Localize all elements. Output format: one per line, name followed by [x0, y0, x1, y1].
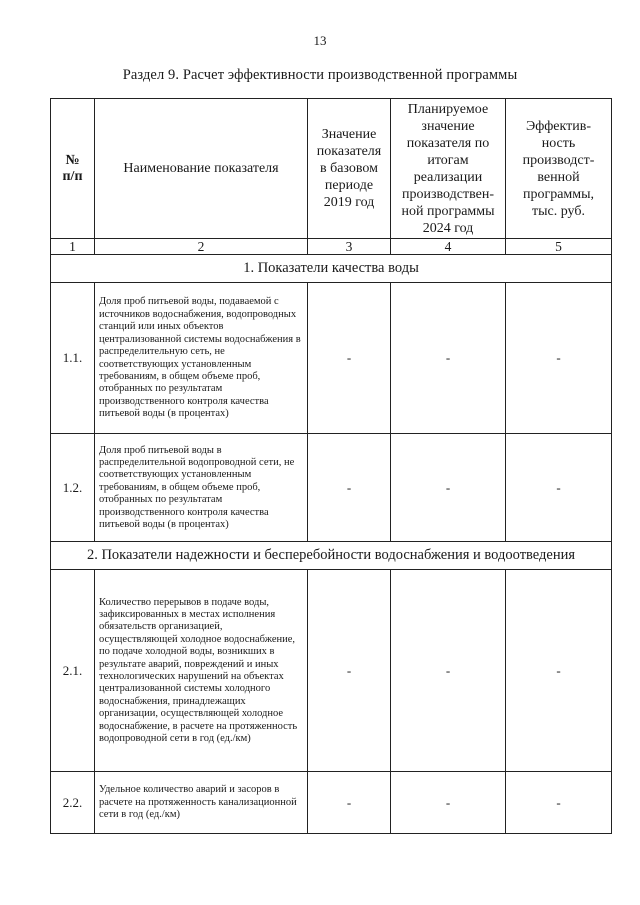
- column-number: 2: [95, 239, 308, 255]
- row-number: 2.2.: [51, 772, 95, 834]
- row-efficiency-value: -: [506, 283, 612, 434]
- row-planned-value: -: [391, 434, 506, 542]
- row-planned-value: -: [391, 283, 506, 434]
- table-row: [51, 283, 612, 434]
- header-row: [51, 99, 612, 239]
- header-indicator-name: Наименование показателя: [95, 99, 308, 239]
- row-base-value: -: [308, 283, 391, 434]
- section-header-row: [51, 255, 612, 283]
- row-efficiency-value: -: [506, 434, 612, 542]
- efficiency-table: [50, 98, 612, 834]
- table-row: [51, 570, 612, 772]
- header-base-value: Значение показателя в базовом периоде 2019 год: [308, 99, 391, 239]
- row-base-value: -: [308, 570, 391, 772]
- row-efficiency-value: -: [506, 772, 612, 834]
- section-heading: 1. Показатели качества воды: [51, 255, 612, 283]
- column-number-row: [51, 239, 612, 255]
- column-number: 4: [391, 239, 506, 255]
- section-header-row: [51, 542, 612, 570]
- row-planned-value: -: [391, 772, 506, 834]
- row-indicator-name: Количество перерывов в подаче воды, зафиксированных в местах исполнения обязательств организацией, осуществляющей холодное водоснабжение, по подаче холодной воды, возникших в результате аварий, повреждений и иных технологических нарушений на объектах централизованной системы холодного водоснабжения, принадлежащих организации, осуществляющей холодное водоснабжение, в расчете на протяженность водопроводной сети в год (ед./км): [95, 570, 308, 772]
- row-base-value: -: [308, 434, 391, 542]
- section-heading: 2. Показатели надежности и бесперебойности водоснабжения и водоотведения: [51, 542, 612, 570]
- page-number: 13: [313, 33, 327, 48]
- row-indicator-name: Удельное количество аварий и засоров в расчете на протяженность канализационной сети в год (ед./км): [95, 772, 308, 834]
- section-title: Раздел 9. Расчет эффективности производственной программы: [122, 67, 518, 83]
- header-number: № п/п: [51, 99, 95, 239]
- row-indicator-name: Доля проб питьевой воды в распределительной водопроводной сети, не соответствующих установленным требованиям, в общем объеме проб, отобранных по результатам производственного контроля качества питьевой воды (в процентах): [95, 434, 308, 542]
- row-number: 2.1.: [51, 570, 95, 772]
- row-number: 1.2.: [51, 434, 95, 542]
- table-row: [51, 772, 612, 834]
- column-number: 3: [308, 239, 391, 255]
- row-efficiency-value: -: [506, 570, 612, 772]
- row-number: 1.1.: [51, 283, 95, 434]
- table-row: [51, 434, 612, 542]
- column-number: 1: [51, 239, 95, 255]
- row-planned-value: -: [391, 570, 506, 772]
- column-number: 5: [506, 239, 612, 255]
- row-indicator-name: Доля проб питьевой воды, подаваемой с источников водоснабжения, водопроводных станций или иных объектов централизованной системы водоснабжения в распределительную сеть, не соответствующих установленным требованиям, в общем объеме проб, отобранных по результатам производственного контроля качества питьевой воды (в процентах): [95, 283, 308, 434]
- header-planned-value: Планируемое значение показателя по итогам реализации производствен- ной программы 2024 год: [391, 99, 506, 239]
- row-base-value: -: [308, 772, 391, 834]
- header-efficiency: Эффектив- ность производст- венной программы, тыс. руб.: [506, 99, 612, 239]
